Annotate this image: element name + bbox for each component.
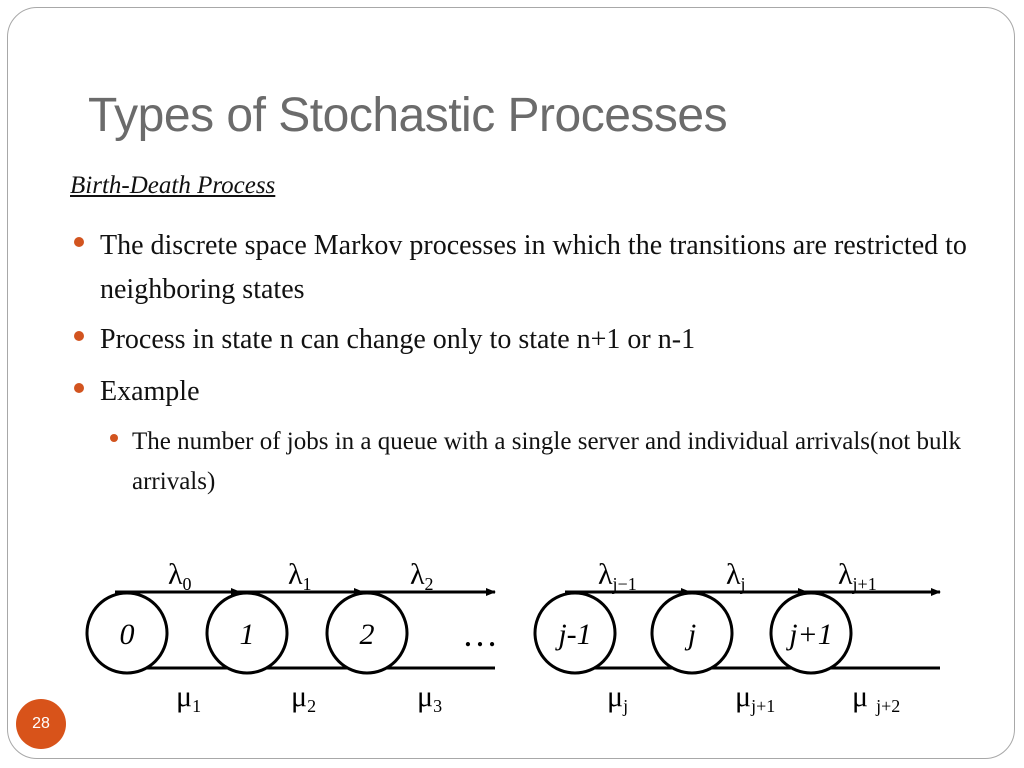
- page-number-badge: 28: [16, 699, 66, 749]
- rate-label-lambda: $\lambda_j$: [726, 558, 746, 594]
- state-label: 1: [239, 618, 255, 651]
- sub-bullet-item: The number of jobs in a queue with a single server and individual arrivals(not bulk arrivals): [132, 428, 961, 495]
- rate-label-mu: $\mu_2$: [291, 680, 317, 716]
- ellipsis: …: [462, 614, 498, 654]
- state-label: 0: [119, 618, 135, 651]
- bullet-item: The discrete space Markov processes in which the transitions are restricted to neighboring states: [100, 230, 967, 305]
- state-label: 2: [359, 618, 375, 651]
- state-label: j-1: [558, 618, 592, 651]
- rate-label-lambda: $\lambda_0$: [168, 558, 192, 594]
- state-label: j: [687, 618, 697, 651]
- bullet-item: Process in state n can change only to state n+1 or n-1: [100, 324, 696, 355]
- rate-label-lambda: $\lambda_{j+1}$: [838, 558, 877, 594]
- rate-label-mu: $\mu_{j+1}$: [735, 680, 776, 716]
- rate-label-mu: $\mu_3$: [417, 680, 443, 716]
- slide-title: Types of Stochastic Processes: [88, 89, 728, 142]
- rate-label-mu: $\mu_1$: [176, 680, 202, 716]
- state-label: j+1: [789, 618, 833, 651]
- bullet-item: Example: [100, 376, 200, 407]
- rate-label-lambda: $\lambda_{j-1}$: [598, 558, 637, 594]
- rate-label-mu: $\mu_j$: [607, 680, 629, 716]
- slide-subtitle: Birth-Death Process: [70, 172, 276, 199]
- rate-label-lambda: $\lambda_1$: [288, 558, 312, 594]
- rate-label-mu: μ $_{j+2}$: [852, 680, 901, 716]
- rate-label-lambda: $\lambda_2$: [410, 558, 434, 594]
